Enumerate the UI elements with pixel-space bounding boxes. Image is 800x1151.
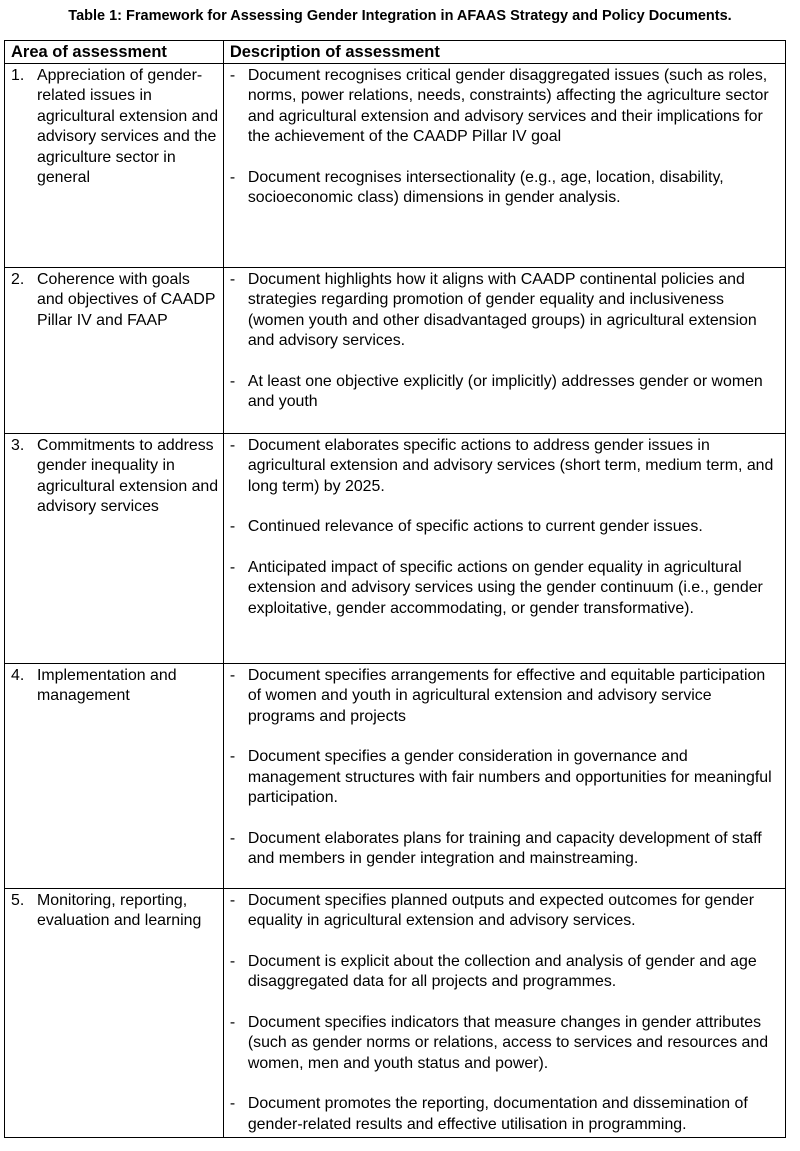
description-cell: [223, 267, 785, 433]
area-title: Commitments to address gender inequality in agricultural extension and advisory services: [37, 436, 219, 515]
description-point: [230, 558, 777, 620]
table-row: [5, 267, 786, 433]
area-title: Appreciation of gender-related issues in agricultural extension and advisory services and the agriculture sector in general: [37, 66, 219, 186]
dash-bullet: -: [229, 748, 236, 765]
table-row: [5, 433, 786, 663]
description-point: [230, 1013, 777, 1075]
description-text: Continued relevance of specific actions to current gender issues.: [247, 518, 703, 535]
table-row: [5, 663, 786, 888]
area-title: Monitoring, reporting, evaluation and learning: [37, 891, 202, 929]
area-number: 4.: [11, 666, 25, 684]
description-cell: [223, 433, 785, 663]
description-cell: [223, 63, 785, 267]
description-point: [230, 747, 777, 809]
description-text: Document recognises intersectionality (e.g., age, location, disability, socioeconomic class) dimensions in gender analysis.: [247, 168, 724, 206]
description-cell: [223, 663, 785, 888]
area-title: Coherence with goals and objectives of CAADP Pillar IV and FAAP: [37, 270, 216, 329]
description-text: Document elaborates specific actions to address gender issues in agricultural extension and advisory services (short term, medium term, and long term) by 2025.: [247, 436, 774, 495]
description-point: [230, 436, 777, 498]
dash-bullet: -: [229, 829, 236, 847]
description-point: [230, 829, 777, 870]
description-text: At least one objective explicitly (or implicitly) addresses gender or women and youth: [247, 372, 763, 410]
area-cell: [5, 663, 224, 888]
description-text: Document specifies indicators that measure changes in gender attributes (such as gender norms or relations, access to services and resources and women, men and youth status and power).: [247, 1013, 769, 1072]
description-text: Anticipated impact of specific actions on gender equality in agricultural extension and advisory services using the gender continuum (i.e., gender exploitative, gender accommodating, or gender transformative).: [247, 558, 763, 617]
dash-bullet: -: [229, 558, 236, 576]
description-text: Document highlights how it aligns with CAADP continental policies and strategies regarding promotion of gender equality and inclusiveness (women youth and other disadvantaged groups) in agricultural extension and advisory services.: [247, 270, 757, 349]
assessment-framework-table: [4, 40, 786, 1138]
dash-bullet: -: [229, 952, 236, 970]
area-cell: [5, 433, 224, 663]
description-point: [230, 666, 777, 728]
dash-bullet: -: [229, 518, 236, 535]
description-text: Document specifies planned outputs and expected outcomes for gender equality in agricultural extension and advisory services.: [247, 891, 755, 929]
description-text: Document elaborates plans for training and capacity development of staff and members in gender integration and mainstreaming.: [247, 829, 762, 867]
area-number: 3.: [11, 436, 25, 454]
description-point: [230, 952, 777, 993]
area-number: 5.: [11, 891, 25, 909]
description-text: Document promotes the reporting, documentation and dissemination of gender-related results and effective utilisation in programming.: [247, 1095, 748, 1133]
dash-bullet: -: [229, 168, 236, 186]
description-text: Document recognises critical gender disaggregated issues (such as roles, norms, power relations, needs, constraints) affecting the agriculture sector and agricultural extension and advisory services and their implications for the achievement of the CAADP Pillar IV goal: [247, 66, 769, 145]
description-text: Document is explicit about the collection and analysis of gender and age disaggregated data for all projects and programmes.: [247, 952, 757, 990]
column-header-area: Area of assessment: [5, 41, 224, 64]
description-point: [230, 168, 777, 209]
dash-bullet: -: [229, 666, 236, 684]
description-point: [230, 1094, 777, 1135]
description-point: [230, 517, 777, 538]
area-cell: [5, 63, 224, 267]
description-cell: [223, 888, 785, 1138]
description-point: [230, 372, 777, 413]
table-caption: Table 1: Framework for Assessing Gender Integration in AFAAS Strategy and Policy Documents.: [68, 8, 732, 24]
column-header-description: Description of assessment: [223, 41, 785, 64]
area-cell: [5, 888, 224, 1138]
description-text: Document specifies a gender consideration in governance and management structures with fair numbers and opportunities for meaningful participation.: [247, 748, 772, 806]
dash-bullet: -: [229, 891, 236, 909]
dash-bullet: -: [229, 66, 236, 84]
table-row: [5, 63, 786, 267]
area-title: Implementation and management: [37, 666, 177, 704]
description-point: [230, 891, 777, 932]
dash-bullet: -: [229, 1095, 236, 1112]
area-number: 2.: [11, 270, 25, 288]
dash-bullet: -: [229, 436, 236, 454]
dash-bullet: -: [229, 1013, 236, 1031]
description-point: [230, 66, 777, 148]
dash-bullet: -: [229, 270, 236, 288]
description-point: [230, 270, 777, 352]
dash-bullet: -: [229, 372, 236, 390]
table-header-row: [5, 41, 786, 64]
area-cell: [5, 267, 224, 433]
area-number: 1.: [11, 66, 25, 84]
table-row: [5, 888, 786, 1138]
description-text: Document specifies arrangements for effective and equitable participation of women and youth in agricultural extension and advisory service programs and projects: [247, 666, 766, 725]
